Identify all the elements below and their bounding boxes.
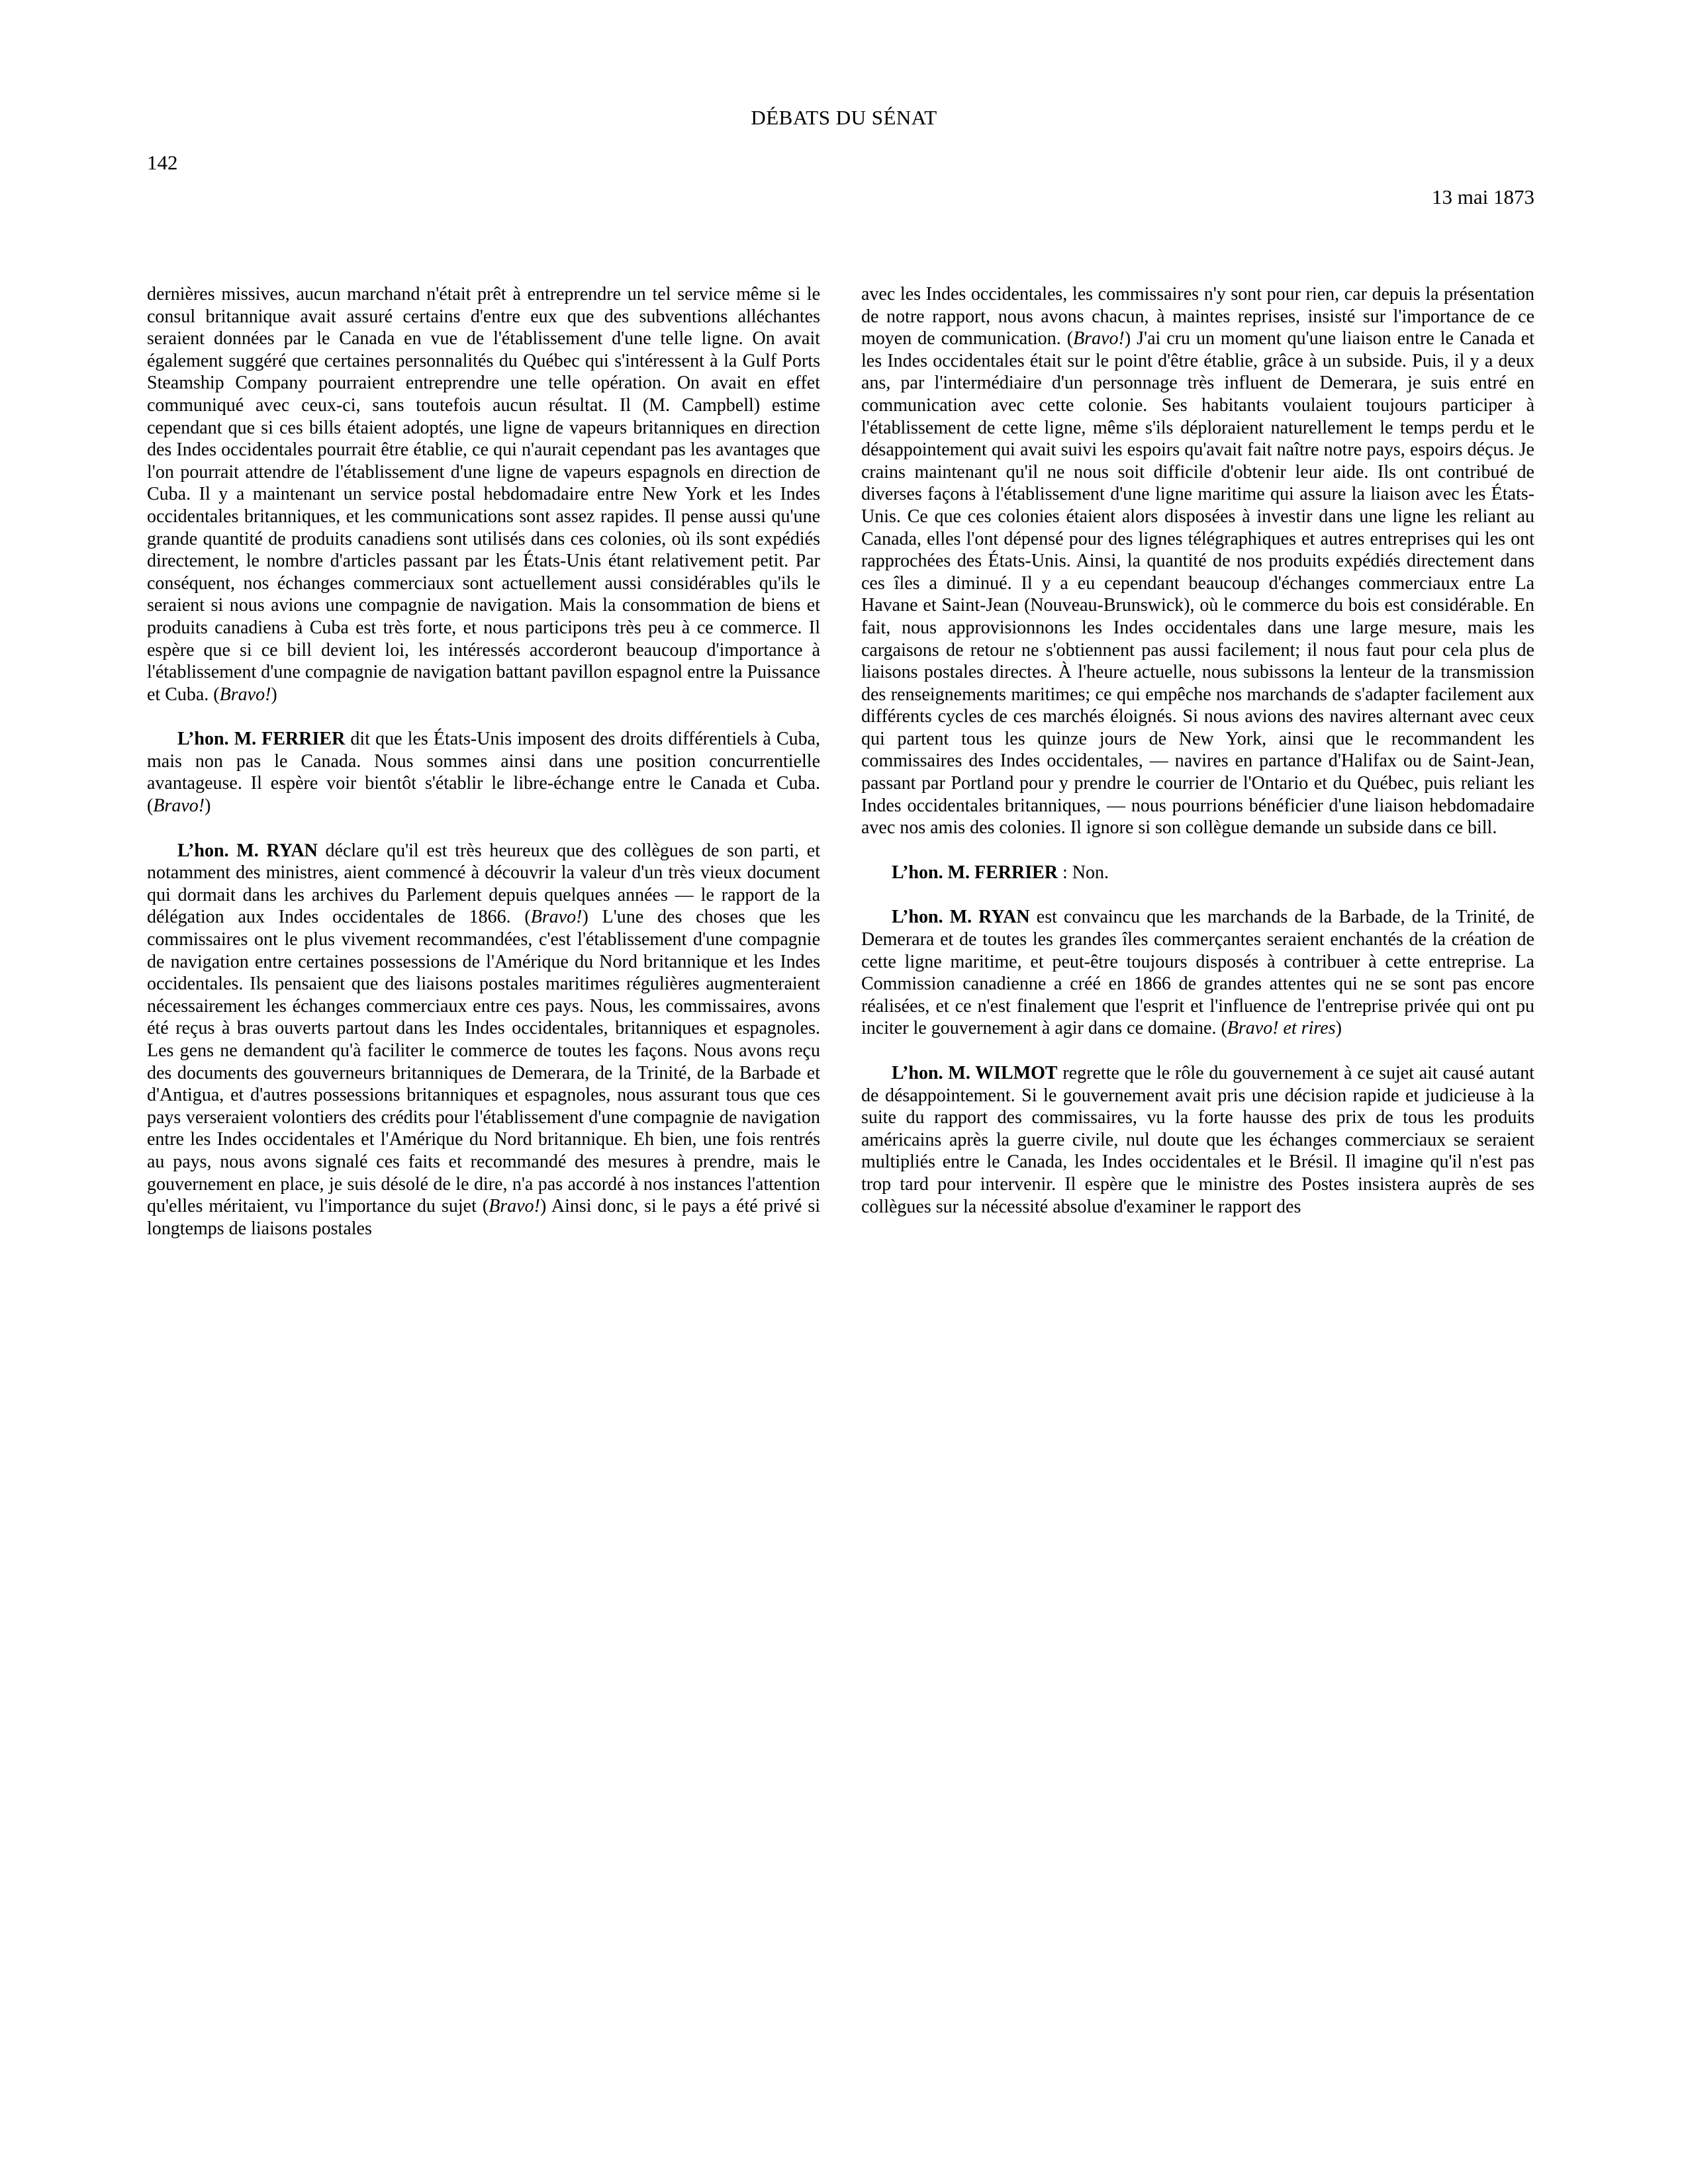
speaker-name: L’hon. M. WILMOT — [892, 1063, 1058, 1083]
paragraph — [861, 906, 1534, 1040]
interjection-text: Bravo! — [219, 684, 271, 705]
body-text: dit que les États-Unis imposent des droits différentiels à Cuba, mais non pas le Canada. Nous sommes ainsi dans une position concurrentielle avantageuse. Il espère voir bientôt s'établir le libre-échange entre le Canada et Cuba. ( — [147, 729, 821, 817]
body-text: ) Ainsi donc, si le pays a été privé si longtemps de liaisons postales — [147, 1196, 820, 1239]
body-text: ) — [205, 796, 211, 817]
paragraph — [147, 283, 820, 705]
interjection-text: Bravo! — [153, 796, 205, 817]
body-text: dernières missives, aucun marchand n'était prêt à entreprendre un tel service même si le consul britannique avait assuré certains d'entre eux que des subventions alléchantes seraient données par le Canada en vue de l'établissement d'une telle ligne. On avait également suggéré que certaines personnalités du Québec qui s'intéressent à la Gulf Ports Steamship Company pourraient entreprendre une telle opération. On avait en effet communiqué avec ceux-ci, sans toutefois aucun résultat. Il (M. Campbell) estime cependant que si ces bills étaient adoptés, une ligne de vapeurs britanniques en direction des Indes occidentales pourrait être établie, ce qui n'aurait cependant pas les avantages que l'on pourrait attendre de l'établissement d'une ligne de vapeurs espagnols en direction de Cuba. Il y a maintenant un service postal hebdomadaire entre New York et les Indes occidentales britanniques, et les communications sont assez rapides. Il pense aussi qu'une grande quantité de produits canadiens sont utilisés dans ces colonies, où ils sont expédiés directement, le nombre d'articles passant par les États-Unis étant relativement petit. Par conséquent, nos échanges commerciaux sont actuellement aussi considérables qu'ils le seraient si nous avions une compagnie de navigation. Mais la consommation de biens et produits canadiens à Cuba est très forte, et nous participons très peu à ce commerce. Il espère que si ce bill devient loi, les intéressés accorderont beaucoup d'importance à l'établissement d'une compagnie de navigation battant pavillon espagnol entre la Puissance et Cuba. ( — [147, 284, 820, 705]
page-date: 13 mai 1873 — [1432, 185, 1534, 208]
speaker-name: L’hon. M. RYAN — [177, 840, 318, 861]
text-columns — [147, 283, 1534, 1240]
body-text: ) — [271, 684, 277, 705]
speaker-name: L’hon. M. RYAN — [892, 907, 1030, 928]
interjection-text: Bravo! — [1073, 328, 1125, 349]
body-text: : Non. — [1058, 862, 1109, 883]
left-column — [147, 283, 820, 1240]
body-text: déclare qu'il est très heureux que des collègues de son parti, et notamment des ministres, aient commencé à découvrir la valeur d'un très vieux document qui dormait dans les archives du Parlement depuis quelques années — le rapport de la délégation aux Indes occidentales de 1866. ( — [147, 840, 820, 928]
body-text: avec les Indes occidentales, les commissaires n'y sont pour rien, car depuis la présentation de notre rapport, nous avons chacun, à maintes reprises, insisté sur l'importance de ce moyen de communication. ( — [861, 284, 1534, 349]
interjection-text: Bravo! et rires — [1227, 1018, 1336, 1039]
page-number: 142 — [147, 151, 178, 174]
speaker-name: L’hon. M. FERRIER — [177, 729, 346, 750]
paragraph — [861, 1062, 1534, 1218]
paragraph — [861, 862, 1534, 884]
paragraph — [147, 728, 820, 817]
paragraph — [147, 840, 820, 1240]
body-text: ) L'une des choses que les commissaires ont le plus vivement recommandées, c'est l'établissement d'une compagnie de navigation entre certaines possessions de l'Amérique du Nord britannique et les Indes occidentales. Ils pensaient que des liaisons postales maritimes régulières augmenteraient nécessairement les échanges commerciaux entre ces pays. Nous, les commissaires, avons été reçus à bras ouverts partout dans les Indes occidentales, britanniques et espagnoles. Les gens ne demandent qu'à faciliter le commerce de toutes les façons. Nous avons reçu des documents des gouverneurs britanniques de Demerara, de la Trinité, de la Barbade et d'Antigua, et d'autres possessions britanniques et espagnoles, nous assurant tous que ces pays verseraient volontiers des crédits pour l'établissement d'une compagnie de navigation entre les Indes occidentales et l'Amérique du Nord britannique. Eh bien, une fois rentrés au pays, nous avons signalé ces faits et recommandé des mesures à prendre, mais le gouvernement en place, je suis désolé de le dire, n'a pas accordé à nos instances l'attention qu'elles méritaient, vu l'importance du sujet ( — [147, 907, 820, 1217]
page-header-title: DÉBATS DU SÉNAT — [751, 106, 937, 129]
body-text: ) — [1335, 1018, 1342, 1039]
paragraph — [861, 283, 1534, 839]
body-text: regrette que le rôle du gouvernement à ce sujet ait causé autant de désappointement. Si le gouvernement avait pris une décision rapide et judicieuse à la suite du rapport des commissaires, vu la forte hausse des prix de tous les produits américains après la guerre civile, nul doute que les échanges commerciaux se seraient multipliés entre le Canada, les Indes occidentales et le Brésil. Il imagine qu'il n'est pas trop tard pour intervenir. Il espère que le ministre des Postes insistera auprès de ses collègues sur la nécessité absolue d'examiner le rapport des — [861, 1063, 1534, 1217]
speaker-name: L’hon. M. FERRIER — [892, 862, 1058, 883]
body-text: ) J'ai cru un moment qu'une liaison entre le Canada et les Indes occidentales était sur le point d'être établie, grâce à un subside. Puis, il y a deux ans, par l'intermédiaire d'un personnage très influent de Demerara, je suis entré en communication avec cette colonie. Ses habitants voulaient toujours participer à l'établissement de cette ligne, même s'ils déploraient naturellement le temps perdu et le désappointement qui avait suivi les espoirs qu'avait fait naître notre pays, espoirs déçus. Je crains maintenant qu'il ne nous soit difficile d'obtenir leur aide. Ils ont contribué de diverses façons à l'établissement d'une ligne maritime qui assure la liaison avec les États-Unis. Ce que ces colonies étaient alors disposées à investir dans une ligne les reliant au Canada, elles l'ont dépensé pour des lignes télégraphiques et autres entreprises qui les ont rapprochées des États-Unis. Ainsi, la quantité de nos produits expédiés directement dans ces îles a diminué. Il y a eu cependant beaucoup d'échanges commerciaux entre La Havane et Saint-Jean (Nouveau-Brunswick), où le commerce du bois est considérable. En fait, nous approvisionnons les Indes occidentales dans une large mesure, mais les cargaisons de retour ne s'obtiennent pas aussi facilement; il nous faut pour cela plus de liaisons postales directes. À l'heure actuelle, nous subissons la lenteur de la transmission des renseignements maritimes; ce qui empêche nos marchands de s'adapter facilement aux différents cycles de ces marchés éloignés. Si nous avions des navires alternant avec ceux qui partent tous les quinze jours de New York, ainsi que le recommandent les commissaires des Indes occidentales, — navires en partance d'Halifax ou de Saint-Jean, passant par Portland pour y prendre le courrier de l'Ontario et du Québec, puis reliant les Indes occidentales britanniques, — nous pourrions bénéficier d'une liaison hebdomadaire avec nos amis des colonies. Il ignore si son collègue demande un subside dans ce bill. — [861, 328, 1534, 839]
right-column — [861, 283, 1534, 1218]
body-text: est convaincu que les marchands de la Barbade, de la Trinité, de Demerara et de toutes les grandes îles commerçantes seraient enchantés de la création de cette ligne maritime, et peut-être toujours disposés à contribuer à cette entreprise. La Commission canadienne a créé en 1866 de grandes attentes qui ne se sont pas encore réalisées, et ce n'est finalement que l'esprit et l'influence de l'entreprise privée qui ont pu inciter le gouvernement à agir dans ce domaine. ( — [861, 907, 1534, 1039]
interjection-text: Bravo! — [489, 1196, 541, 1217]
interjection-text: Bravo! — [530, 907, 583, 928]
